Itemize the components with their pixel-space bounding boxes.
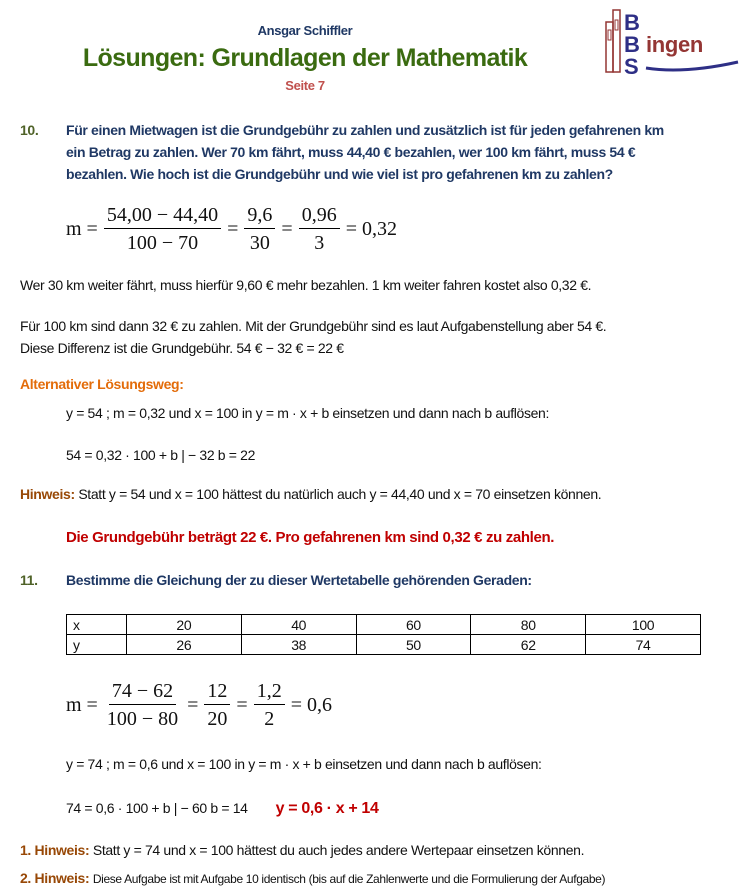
question-line: Bestimme die Gleichung der zu dieser Wertetabelle gehörenden Geraden: [66,572,532,588]
formula-result: = 0,6 [290,694,332,716]
fraction [244,202,275,257]
table-cell: 40 [241,615,356,635]
hint-text: Statt y = 54 und x = 100 hättest du natürlich auch y = 44,40 und x = 70 einsetzen können. [78,486,602,502]
question-line: ein Betrag zu zahlen. Wer 70 km fährt, muss 44,40 € bezahlen, wer 100 km fährt, muss 54 € [66,144,636,160]
table-cell: 100 [586,615,701,635]
table-cell: 60 [356,615,471,635]
solution-row [66,800,379,818]
formula-lhs: m = [66,694,98,716]
result-equation: y = 0,6 · x + 14 [275,800,379,817]
table-row [67,635,701,655]
slope-formula [66,678,332,733]
fraction [104,202,221,257]
row-header: x [67,615,127,635]
equals-sign: = [281,218,293,240]
svg-text:ingen: ingen [646,32,703,57]
table-cell: 80 [471,615,586,635]
alternative-step: 54 = 0,32 · 100 + b | − 32 b = 22 [66,447,256,463]
numerator: 1,2 [254,678,285,705]
numerator: 74 − 62 [109,678,176,705]
table-row [67,615,701,635]
equals-sign: = [187,694,199,716]
bbs-bingen-logo [602,6,742,78]
numerator: 0,96 [299,202,340,229]
solution-step: y = 74 ; m = 0,6 und x = 100 in y = m · x + b einsetzen und dann nach b auflösen: [66,756,542,772]
task-number: 10. [20,122,39,138]
slope-formula [66,202,397,257]
table-cell: 38 [241,635,356,655]
alternative-step: y = 54 ; m = 0,32 und x = 100 in y = m · x + b einsetzen und dann nach b auflösen: [66,405,550,421]
page-number: Seite 7 [285,78,325,93]
hint-label: 2. Hinweis: [20,870,90,886]
value-table [66,614,701,655]
equals-sign: = [236,694,248,716]
fraction [254,678,285,733]
table-cell: 50 [356,635,471,655]
hint [20,870,605,886]
svg-text:B: B [624,10,640,35]
task-number: 11. [20,572,38,588]
denominator: 20 [207,708,228,730]
table-cell: 74 [586,635,701,655]
svg-text:S: S [624,54,639,78]
question-line: Für einen Mietwagen ist die Grundgebühr zu zahlen und zusätzlich ist für jeden gefahrenen km [66,122,664,138]
alternative-label: Alternativer Lösungsweg: [20,376,184,392]
author: Ansgar Schiffler [257,23,353,38]
page-title: Lösungen: Grundlagen der Mathematik [82,44,528,72]
explanation: Diese Differenz ist die Grundgebühr. 54 € − 32 € = 22 € [20,340,344,356]
hint-text: Statt y = 74 und x = 100 hättest du auch jedes andere Wertepaar einsetzen können. [92,842,585,858]
denominator: 2 [264,708,275,730]
svg-text:B: B [624,32,640,57]
explanation: Für 100 km sind dann 32 € zu zahlen. Mit der Grundgebühr sind es laut Aufgabenstellung aber 54 €. [20,318,607,334]
question-line: bezahlen. Wie hoch ist die Grundgebühr und wie viel ist pro gefahrenen km zu zahlen? [66,166,613,182]
table-cell: 62 [471,635,586,655]
denominator: 100 − 80 [106,708,179,730]
table-cell: 20 [126,615,241,635]
row-header: y [67,635,127,655]
numerator: 9,6 [244,202,275,229]
hint-label: 1. Hinweis: [20,842,90,858]
solution-step: 74 = 0,6 · 100 + b | − 60 b = 14 [66,800,248,816]
equals-sign: = [227,218,239,240]
explanation: Wer 30 km weiter fährt, muss hierfür 9,60 € mehr bezahlen. 1 km weiter fahren kostet also 0,32 €. [20,277,592,293]
fraction [299,202,340,257]
hint-text: Diese Aufgabe ist mit Aufgabe 10 identisch (bis auf die Zahlenwerte und die Formulierung der Aufgabe) [92,872,606,886]
fraction [204,678,230,733]
formula-lhs: m = [66,218,98,240]
fraction [104,678,181,733]
numerator: 54,00 − 44,40 [104,202,221,229]
answer: Die Grundgebühr beträgt 22 €. Pro gefahrenen km sind 0,32 € zu zahlen. [66,529,555,546]
numerator: 12 [204,678,230,705]
denominator: 100 − 70 [126,232,199,254]
denominator: 3 [314,232,325,254]
hint-label: Hinweis: [20,486,75,502]
table-cell: 26 [126,635,241,655]
hint [20,842,584,858]
formula-result: = 0,32 [345,218,397,240]
denominator: 30 [249,232,270,254]
hint [20,486,601,502]
